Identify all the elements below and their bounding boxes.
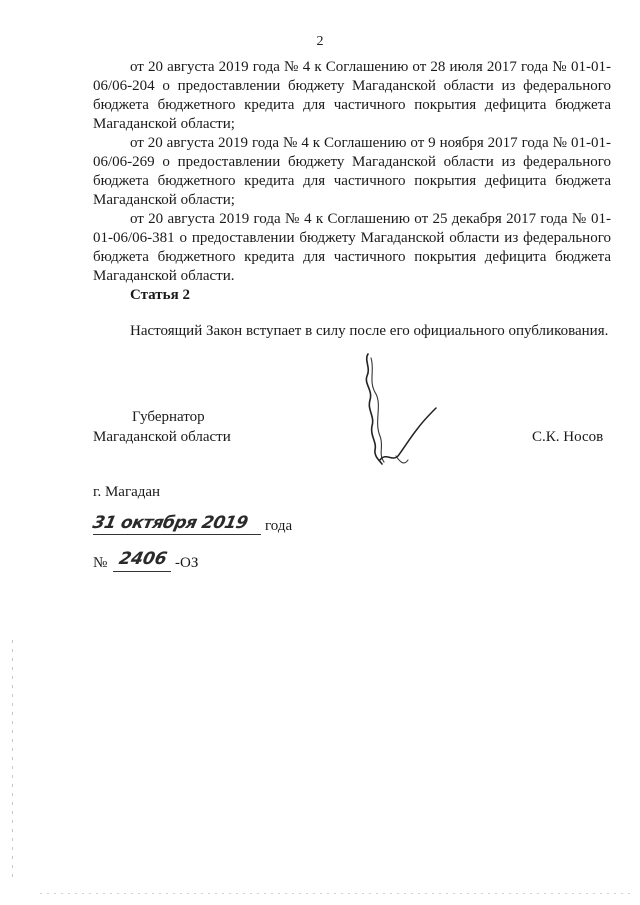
article-title: Статья 2 (130, 287, 190, 303)
law-number-suffix: -ОЗ (175, 555, 199, 571)
signatory-title: Губернатор (132, 409, 205, 425)
signatory-name: С.К. Носов (532, 429, 604, 445)
signing-date (90, 513, 313, 537)
signatory-region: Магаданской области (93, 429, 231, 445)
handwritten-signature (340, 350, 480, 480)
body-text (93, 58, 611, 286)
article-text: Настоящий Закон вступает в силу после его официального опубликования. (130, 323, 609, 339)
city: г. Магадан (93, 484, 161, 500)
page-number: 2 (316, 34, 324, 49)
scan-artifact-left (12, 640, 13, 880)
date-handwritten: 31 октября 2019 (90, 513, 250, 533)
paragraph-agreement-1: от 20 августа 2019 года № 4 к Соглашению от 28 июля 2017 года № 01-01-06/06-204 о предоставлении бюджету Магаданской области из федерального бюджета бюджетного кредита для частичного покрытия дефицита бюджета Магаданской области; (93, 59, 611, 132)
paragraph-agreement-3: от 20 августа 2019 года № 4 к Соглашению от 25 декабря 2017 года № 01-01-06/06-381 о предоставлении бюджету Магаданской области из федерального бюджета бюджетного кредита для частичного покрытия дефицита бюджета Магаданской области. (93, 211, 611, 284)
date-underline (93, 534, 261, 535)
law-number-underline (113, 571, 171, 572)
scan-artifact-bottom (40, 893, 630, 894)
law-number-handwritten: 2406 (117, 549, 169, 569)
paragraph-agreement-2: от 20 августа 2019 года № 4 к Соглашению от 9 ноября 2017 года № 01-01-06/06-269 о предоставлении бюджету Магаданской области из федерального бюджета бюджетного кредита для частичного покрытия дефицита бюджета Магаданской области; (93, 135, 611, 208)
law-number-prefix: № (93, 555, 108, 571)
date-suffix: года (265, 518, 293, 534)
law-number (93, 549, 313, 573)
signature-icon (340, 350, 480, 480)
